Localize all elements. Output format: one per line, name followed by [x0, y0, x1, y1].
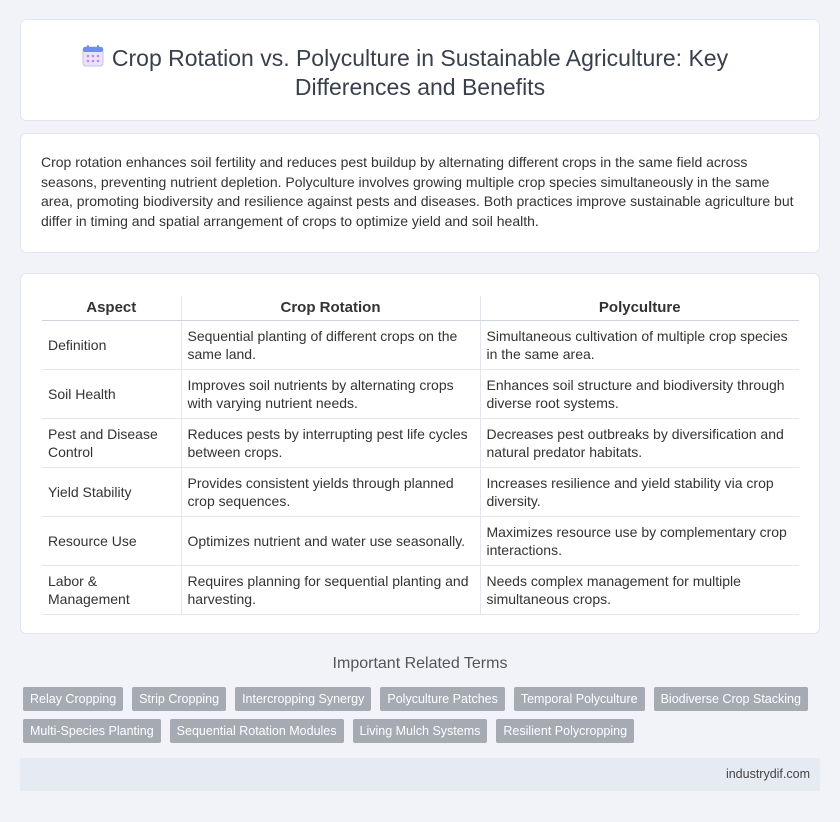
- comparison-table-card: [20, 273, 820, 634]
- footer: [20, 758, 820, 791]
- page-title: Crop Rotation vs. Polyculture in Sustainable Agriculture: Key Differences and Benefits: [111, 45, 729, 100]
- table-header-row: [42, 296, 799, 320]
- table-row: [42, 320, 799, 369]
- related-term-tag[interactable]: Intercropping Synergy: [235, 687, 371, 711]
- comparison-table: [42, 296, 799, 615]
- related-terms-title: Important Related Terms: [332, 655, 508, 672]
- related-term-tag[interactable]: Multi-Species Planting: [23, 719, 161, 743]
- polyculture-cell: Increases resilience and yield stability via crop diversity.: [480, 467, 799, 516]
- related-term-tag[interactable]: Living Mulch Systems: [353, 719, 488, 743]
- related-terms-list: [23, 687, 813, 743]
- table-row: [42, 418, 799, 467]
- aspect-cell: Pest and Disease Control: [42, 418, 181, 467]
- intro-paragraph: Crop rotation enhances soil fertility and reduces pest buildup by alternating different crops in the same field across seasons, preventing nutrient depletion. Polyculture involves growing multiple crop species simultaneously in the same area, promoting biodiversity and resilience against pests and diseases. Both practices improve sustainable agriculture but differ in timing and spatial arrangement of crops to optimize yield and soil health.: [41, 154, 794, 229]
- polyculture-cell: Maximizes resource use by complementary crop interactions.: [480, 516, 799, 565]
- aspect-cell: Soil Health: [42, 369, 181, 418]
- table-row: [42, 369, 799, 418]
- header-polyculture: Polyculture: [480, 296, 799, 320]
- polyculture-cell: Needs complex management for multiple simultaneous crops.: [480, 565, 799, 614]
- aspect-cell: Yield Stability: [42, 467, 181, 516]
- polyculture-cell: Enhances soil structure and biodiversity through diverse root systems.: [480, 369, 799, 418]
- related-term-tag[interactable]: Relay Cropping: [23, 687, 123, 711]
- aspect-cell: Labor & Management: [42, 565, 181, 614]
- aspect-cell: Definition: [42, 320, 181, 369]
- table-row: [42, 516, 799, 565]
- related-term-tag[interactable]: Polyculture Patches: [380, 687, 504, 711]
- table-row: [42, 467, 799, 516]
- crop-rotation-cell: Provides consistent yields through planned crop sequences.: [181, 467, 480, 516]
- header-aspect: Aspect: [42, 296, 181, 320]
- crop-rotation-cell: Sequential planting of different crops on the same land.: [181, 320, 480, 369]
- related-term-tag[interactable]: Temporal Polyculture: [514, 687, 645, 711]
- related-term-tag[interactable]: Sequential Rotation Modules: [170, 719, 344, 743]
- polyculture-cell: Decreases pest outbreaks by diversification and natural predator habitats.: [480, 418, 799, 467]
- related-term-tag[interactable]: Biodiverse Crop Stacking: [654, 687, 808, 711]
- table-row: [42, 565, 799, 614]
- crop-rotation-cell: Reduces pests by interrupting pest life cycles between crops.: [181, 418, 480, 467]
- header-card: [20, 19, 820, 121]
- polyculture-cell: Simultaneous cultivation of multiple crop species in the same area.: [480, 320, 799, 369]
- footer-site-link[interactable]: industrydif.com: [725, 767, 810, 781]
- crop-rotation-cell: Requires planning for sequential planting and harvesting.: [181, 565, 480, 614]
- related-term-tag[interactable]: Resilient Polycropping: [496, 719, 634, 743]
- intro-card: [20, 133, 820, 253]
- header-crop-rotation: Crop Rotation: [181, 296, 480, 320]
- crop-rotation-cell: Optimizes nutrient and water use seasonally.: [181, 516, 480, 565]
- aspect-cell: Resource Use: [42, 516, 181, 565]
- related-term-tag[interactable]: Strip Cropping: [132, 687, 226, 711]
- crop-rotation-cell: Improves soil nutrients by alternating crops with varying nutrient needs.: [181, 369, 480, 418]
